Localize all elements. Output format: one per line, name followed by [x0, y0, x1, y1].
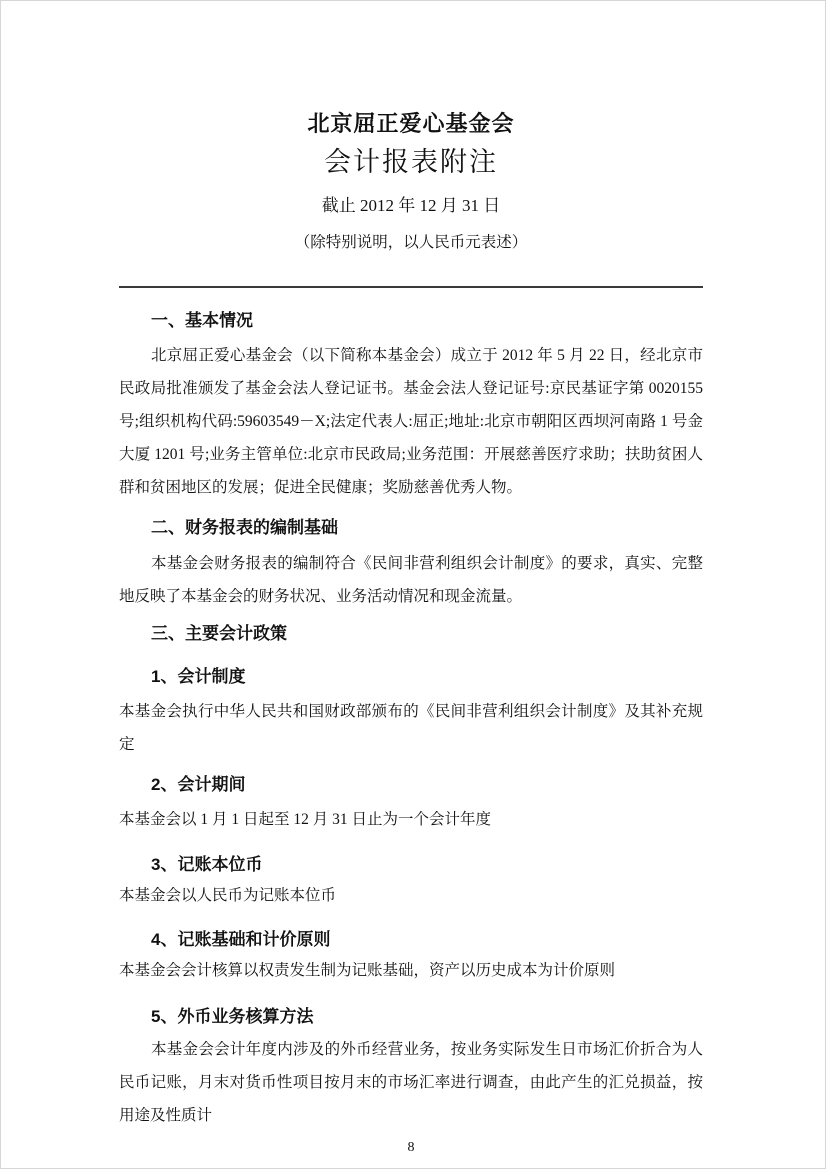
subsection-3-heading: 3、记账本位币: [151, 855, 263, 874]
subsection-5-paragraph: 本基金会会计年度内涉及的外币经营业务，按业务实际发生日市场汇价折合为人民币记账，月末对货币性项目按月末的市场汇率进行调查，由此产生的汇兑损益，按用途及性质计: [119, 1041, 703, 1124]
subsection-5-heading: 5、外币业务核算方法: [151, 1007, 314, 1026]
page-number: 8: [407, 1140, 415, 1155]
section-1-heading: 一、基本情况: [151, 311, 253, 330]
document-content: [1, 1, 825, 1156]
report-date-line: 截止 2012 年 12 月 31 日: [321, 196, 501, 215]
section-2-heading: 二、财务报表的编制基础: [151, 518, 338, 537]
header-divider: [119, 286, 703, 288]
subsection-2-heading: 2、会计期间: [151, 775, 246, 794]
section-3-heading: 三、主要会计政策: [151, 624, 287, 643]
section-2-paragraph: 本基金会财务报表的编制符合《民间非营利组织会计制度》的要求，真实、完整地反映了本基金会的财务状况、业务活动情况和现金流量。: [119, 555, 703, 605]
document-title: 会计报表附注: [324, 147, 498, 177]
org-name-title: 北京屈正爱心基金会: [307, 111, 515, 136]
section-1-paragraph: 北京屈正爱心基金会（以下简称本基金会）成立于 2012 年 5 月 22 日，经北京市民政局批准颁发了基金会法人登记证书。基金会法人登记证号:京民基证字第 0020155 号;组织机构代码:59603549－X;法定代表人:屈正;地址:北京市朝阳区西坝河南路 1 号金大厦 1201 号;业务主管单位:北京市民政局;业务范围：开展慈善医疗求助；扶助贫困人群和贫困地区的发展；促进全民健康；奖励慈善优秀人物。: [119, 347, 703, 496]
subsection-2-paragraph: 本基金会以 1 月 1 日起至 12 月 31 日止为一个会计年度: [119, 811, 492, 828]
subsection-3-paragraph: 本基金会以人民币为记账本位币: [119, 887, 337, 904]
subsection-1-heading: 1、会计制度: [151, 667, 246, 686]
subsection-4-heading: 4、记账基础和计价原则: [151, 930, 331, 949]
currency-note: （除特别说明，以人民币元表述）: [294, 234, 528, 251]
subsection-1-paragraph: 本基金会执行中华人民共和国财政部颁布的《民间非营利组织会计制度》及其补充规定: [119, 703, 703, 753]
subsection-4-paragraph: 本基金会会计核算以权责发生制为记账基础，资产以历史成本为计价原则: [119, 962, 616, 979]
